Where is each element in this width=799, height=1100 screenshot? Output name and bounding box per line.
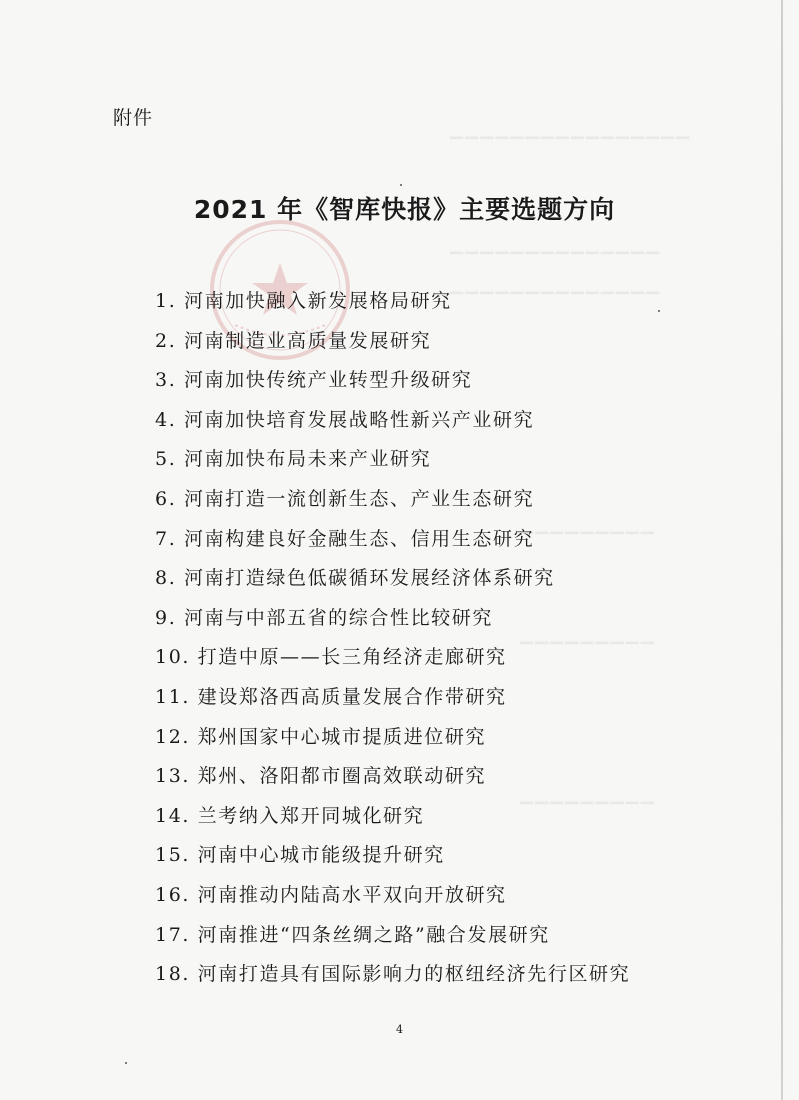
topic-item: 11. 建设郑洛西高质量发展合作带研究: [155, 685, 507, 708]
topic-item: 13. 郑州、洛阳都市圈高效联动研究: [155, 765, 487, 788]
topic-item: 6. 河南打造一流创新生态、产业生态研究: [155, 487, 535, 510]
bleed-through-text: ▁▁▁▁▁▁▁▁▁▁▁▁▁▁: [450, 275, 662, 295]
bleed-through-text: ▁▁▁▁▁▁▁▁▁▁▁▁▁▁: [450, 235, 662, 255]
topic-item: 9. 河南与中部五省的综合性比较研究: [155, 606, 493, 629]
page-number: 4: [396, 1023, 403, 1036]
scan-edge: [781, 0, 783, 1100]
topic-item: 12. 郑州国家中心城市提质进位研究: [155, 725, 487, 748]
attachment-label: 附件: [113, 107, 154, 129]
topic-item: 8. 河南打造绿色低碳循环发展经济体系研究: [155, 567, 555, 590]
topic-item: 5. 河南加快布局未来产业研究: [155, 448, 432, 471]
topic-list: [155, 287, 630, 1000]
scan-speck: [658, 310, 660, 312]
bleed-through-text: ▁▁▁▁▁▁▁▁▁: [520, 785, 656, 805]
topic-item: 18. 河南打造具有国际影响力的枢纽经济先行区研究: [155, 963, 631, 986]
scan-speck: [400, 184, 402, 186]
topic-item: 16. 河南推动内陆高水平双向开放研究: [155, 883, 507, 906]
topic-item: 10. 打造中原——长三角经济走廊研究: [155, 646, 507, 669]
topic-item: 14. 兰考纳入郑开同城化研究: [155, 804, 425, 827]
scan-speck: [125, 1062, 127, 1064]
topic-item: 2. 河南制造业高质量发展研究: [155, 329, 432, 352]
topic-item: 3. 河南加快传统产业转型升级研究: [155, 369, 473, 392]
bleed-through-text: ▁▁▁▁▁▁▁▁▁: [520, 515, 656, 535]
topic-item: 4. 河南加快培育发展战略性新兴产业研究: [155, 408, 535, 431]
topic-item: 15. 河南中心城市能级提升研究: [155, 844, 445, 867]
bleed-through-text: ▁▁▁▁▁▁▁▁▁: [520, 625, 656, 645]
bleed-through-text: ▁▁▁▁▁▁▁▁▁▁▁▁▁▁▁▁: [450, 120, 692, 140]
topic-item: 17. 河南推进“四条丝绸之路”融合发展研究: [155, 923, 550, 946]
topic-item: 1. 河南加快融入新发展格局研究: [155, 290, 452, 312]
topic-item: 7. 河南构建良好金融生态、信用生态研究: [155, 527, 535, 550]
page-title: 2021 年《智库快报》主要选题方向: [193, 195, 616, 224]
